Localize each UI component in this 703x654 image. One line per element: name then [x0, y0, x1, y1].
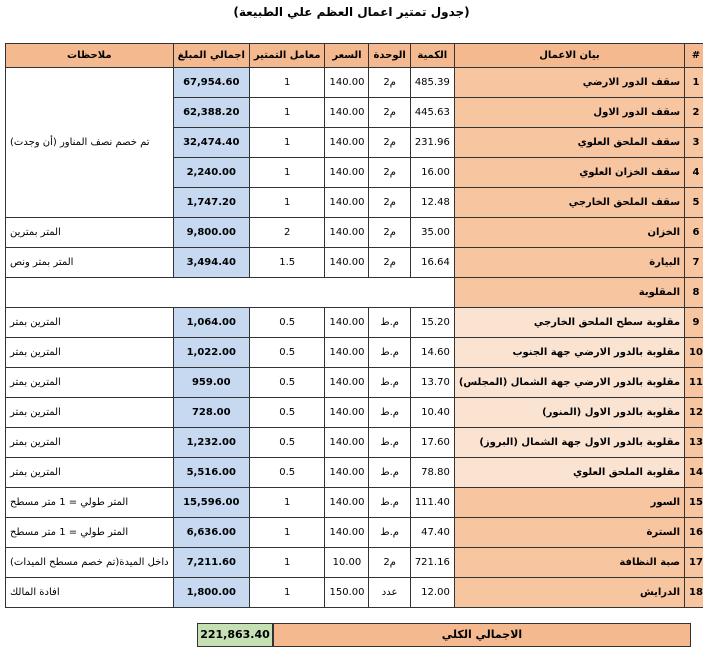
- amount-cell: 62,388.20: [173, 98, 249, 128]
- factor-cell: 1.5: [249, 248, 325, 278]
- row-number: 4: [685, 158, 703, 188]
- item-description: البيارة: [454, 248, 684, 278]
- item-description: السور: [454, 488, 684, 518]
- header-row: [6, 44, 703, 68]
- item-description: مقلوبة بالدور الاول (المنور): [454, 398, 684, 428]
- quantity-cell: 35.00: [410, 218, 454, 248]
- col-header-qty: الكمية: [410, 44, 454, 68]
- note-cell: المترين بمتر: [6, 428, 174, 458]
- quantity-cell: 485.39: [410, 68, 454, 98]
- amount-cell: 32,474.40: [173, 128, 249, 158]
- row-number: 13: [685, 428, 703, 458]
- table-row: [6, 248, 703, 278]
- unit-cell: م2: [369, 158, 410, 188]
- table-row: [6, 428, 703, 458]
- unit-cell: م2: [369, 68, 410, 98]
- factor-cell: 0.5: [249, 338, 325, 368]
- price-cell: 140.00: [325, 398, 369, 428]
- price-cell: 140.00: [325, 218, 369, 248]
- unit-cell: م2: [369, 188, 410, 218]
- quantity-cell: 10.40: [410, 398, 454, 428]
- price-cell: 140.00: [325, 308, 369, 338]
- unit-cell: م2: [369, 548, 410, 578]
- table-row: [6, 398, 703, 428]
- price-cell: 150.00: [325, 578, 369, 608]
- row-number: 2: [685, 98, 703, 128]
- table-row: [6, 548, 703, 578]
- quantity-cell: 721.16: [410, 548, 454, 578]
- quantity-cell: 13.70: [410, 368, 454, 398]
- factor-cell: 2: [249, 218, 325, 248]
- factor-cell: 1: [249, 128, 325, 158]
- quantity-cell: 17.60: [410, 428, 454, 458]
- amount-cell: 3,494.40: [173, 248, 249, 278]
- amount-cell: 15,596.00: [173, 488, 249, 518]
- quantity-cell: 78.80: [410, 458, 454, 488]
- quantities-table: [5, 43, 703, 608]
- price-cell: 140.00: [325, 98, 369, 128]
- row-number: 18: [685, 578, 703, 608]
- factor-cell: 0.5: [249, 368, 325, 398]
- row-number: 6: [685, 218, 703, 248]
- quantity-cell: 231.96: [410, 128, 454, 158]
- table-row: [6, 308, 703, 338]
- table-row: [6, 338, 703, 368]
- amount-cell: 728.00: [173, 398, 249, 428]
- note-cell: المترين بمتر: [6, 398, 174, 428]
- quantity-cell: 12.48: [410, 188, 454, 218]
- factor-cell: 1: [249, 578, 325, 608]
- note-cell: المترين بمتر: [6, 368, 174, 398]
- table-row: [6, 68, 703, 98]
- row-number: 1: [685, 68, 703, 98]
- amount-cell: 1,800.00: [173, 578, 249, 608]
- amount-cell: 67,954.60: [173, 68, 249, 98]
- item-description: سقف الملحق العلوي: [454, 128, 684, 158]
- col-header-factor: معامل التمتير: [249, 44, 325, 68]
- note-cell: المترين بمتر: [6, 458, 174, 488]
- item-description: السترة: [454, 518, 684, 548]
- factor-cell: 1: [249, 98, 325, 128]
- table-row: [6, 368, 703, 398]
- unit-cell: م2: [369, 128, 410, 158]
- factor-cell: 1: [249, 488, 325, 518]
- unit-cell: م.ط: [369, 458, 410, 488]
- row-number: 14: [685, 458, 703, 488]
- amount-cell: 1,022.00: [173, 338, 249, 368]
- unit-cell: م2: [369, 218, 410, 248]
- item-description: الدرايش: [454, 578, 684, 608]
- note-cell: المتر بمتر ونص: [6, 248, 174, 278]
- factor-cell: 1: [249, 68, 325, 98]
- amount-cell: 1,232.00: [173, 428, 249, 458]
- note-cell: داخل الميدة(تم خصم مسطح الميدات): [6, 548, 174, 578]
- factor-cell: 1: [249, 188, 325, 218]
- price-cell: 140.00: [325, 158, 369, 188]
- price-cell: 140.00: [325, 68, 369, 98]
- unit-cell: م2: [369, 248, 410, 278]
- quantity-cell: 111.40: [410, 488, 454, 518]
- note-cell: المترين بمتر: [6, 338, 174, 368]
- table-row: [6, 518, 703, 548]
- col-header-amount: اجمالي المبلغ: [173, 44, 249, 68]
- price-cell: 140.00: [325, 128, 369, 158]
- amount-cell: 1,064.00: [173, 308, 249, 338]
- factor-cell: 0.5: [249, 458, 325, 488]
- note-cell: افادة المالك: [6, 578, 174, 608]
- quantity-cell: 445.63: [410, 98, 454, 128]
- quantity-cell: 16.64: [410, 248, 454, 278]
- table-row: [6, 578, 703, 608]
- row-number: 15: [685, 488, 703, 518]
- price-cell: 140.00: [325, 488, 369, 518]
- price-cell: 140.00: [325, 458, 369, 488]
- price-cell: 10.00: [325, 548, 369, 578]
- quantity-cell: 14.60: [410, 338, 454, 368]
- unit-cell: م.ط: [369, 398, 410, 428]
- item-description: مقلوبة سطح الملحق الخارجي: [454, 308, 684, 338]
- factor-cell: 0.5: [249, 398, 325, 428]
- unit-cell: م.ط: [369, 428, 410, 458]
- item-description: سقف الملحق الخارجي: [454, 188, 684, 218]
- item-description: مقلوبة بالدور الارضي جهة الجنوب: [454, 338, 684, 368]
- price-cell: 140.00: [325, 368, 369, 398]
- item-description: سقف الخزان العلوي: [454, 158, 684, 188]
- quantity-cell: 12.00: [410, 578, 454, 608]
- amount-cell: 959.00: [173, 368, 249, 398]
- amount-cell: 6,636.00: [173, 518, 249, 548]
- row-number: 12: [685, 398, 703, 428]
- unit-cell: عدد: [369, 578, 410, 608]
- item-description: سقف الدور الاول: [454, 98, 684, 128]
- col-header-unit: الوحدة: [369, 44, 410, 68]
- item-description: مقلوبة بالدور الارضي جهة الشمال (المجلس): [454, 368, 684, 398]
- item-description: صبة النظافة: [454, 548, 684, 578]
- amount-cell: 7,211.60: [173, 548, 249, 578]
- row-number: 16: [685, 518, 703, 548]
- row-number: 7: [685, 248, 703, 278]
- table-row: [6, 218, 703, 248]
- factor-cell: 1: [249, 518, 325, 548]
- unit-cell: م.ط: [369, 338, 410, 368]
- unit-cell: م.ط: [369, 368, 410, 398]
- empty-span-cell: [6, 278, 455, 308]
- unit-cell: م2: [369, 98, 410, 128]
- grand-total-value: 221,863.40: [197, 623, 273, 647]
- row-number: 3: [685, 128, 703, 158]
- price-cell: 140.00: [325, 188, 369, 218]
- amount-cell: 5,516.00: [173, 458, 249, 488]
- unit-cell: م.ط: [369, 308, 410, 338]
- table-row: [6, 488, 703, 518]
- quantity-cell: 47.40: [410, 518, 454, 548]
- col-header-price: السعر: [325, 44, 369, 68]
- page-title: (جدول تمتير اعمال العظم علي الطبيعة): [233, 5, 470, 19]
- grand-total-label: الاجمالي الكلي: [273, 623, 691, 647]
- col-header-num: #: [685, 44, 703, 68]
- item-description: سقف الدور الارضي: [454, 68, 684, 98]
- row-number: 17: [685, 548, 703, 578]
- amount-cell: 2,240.00: [173, 158, 249, 188]
- item-description: المقلوبة: [454, 278, 684, 308]
- row-number: 5: [685, 188, 703, 218]
- factor-cell: 0.5: [249, 428, 325, 458]
- unit-cell: م.ط: [369, 518, 410, 548]
- unit-cell: م.ط: [369, 488, 410, 518]
- col-header-notes: ملاحظات: [6, 44, 174, 68]
- col-header-desc: بيان الاعمال: [454, 44, 684, 68]
- table-row: [6, 458, 703, 488]
- amount-cell: 9,800.00: [173, 218, 249, 248]
- note-cell: المترين بمتر: [6, 308, 174, 338]
- quantity-cell: 16.00: [410, 158, 454, 188]
- table-row: [6, 278, 703, 308]
- note-cell: المتر بمترين: [6, 218, 174, 248]
- row-number: 10: [685, 338, 703, 368]
- row-number: 9: [685, 308, 703, 338]
- row-number: 11: [685, 368, 703, 398]
- note-cell: المتر طولي = 1 متر مسطح: [6, 518, 174, 548]
- price-cell: 140.00: [325, 338, 369, 368]
- item-description: مقلوبة بالدور الاول جهة الشمال (البروز): [454, 428, 684, 458]
- merged-note-cell: تم خصم نصف المناور (أن وجدت): [6, 68, 174, 218]
- price-cell: 140.00: [325, 518, 369, 548]
- price-cell: 140.00: [325, 248, 369, 278]
- note-cell: المتر طولي = 1 متر مسطح: [6, 488, 174, 518]
- amount-cell: 1,747.20: [173, 188, 249, 218]
- item-description: الخزان: [454, 218, 684, 248]
- price-cell: 140.00: [325, 428, 369, 458]
- item-description: مقلوبة الملحق العلوي: [454, 458, 684, 488]
- factor-cell: 1: [249, 548, 325, 578]
- quantity-cell: 15.20: [410, 308, 454, 338]
- factor-cell: 0.5: [249, 308, 325, 338]
- row-number: 8: [685, 278, 703, 308]
- factor-cell: 1: [249, 158, 325, 188]
